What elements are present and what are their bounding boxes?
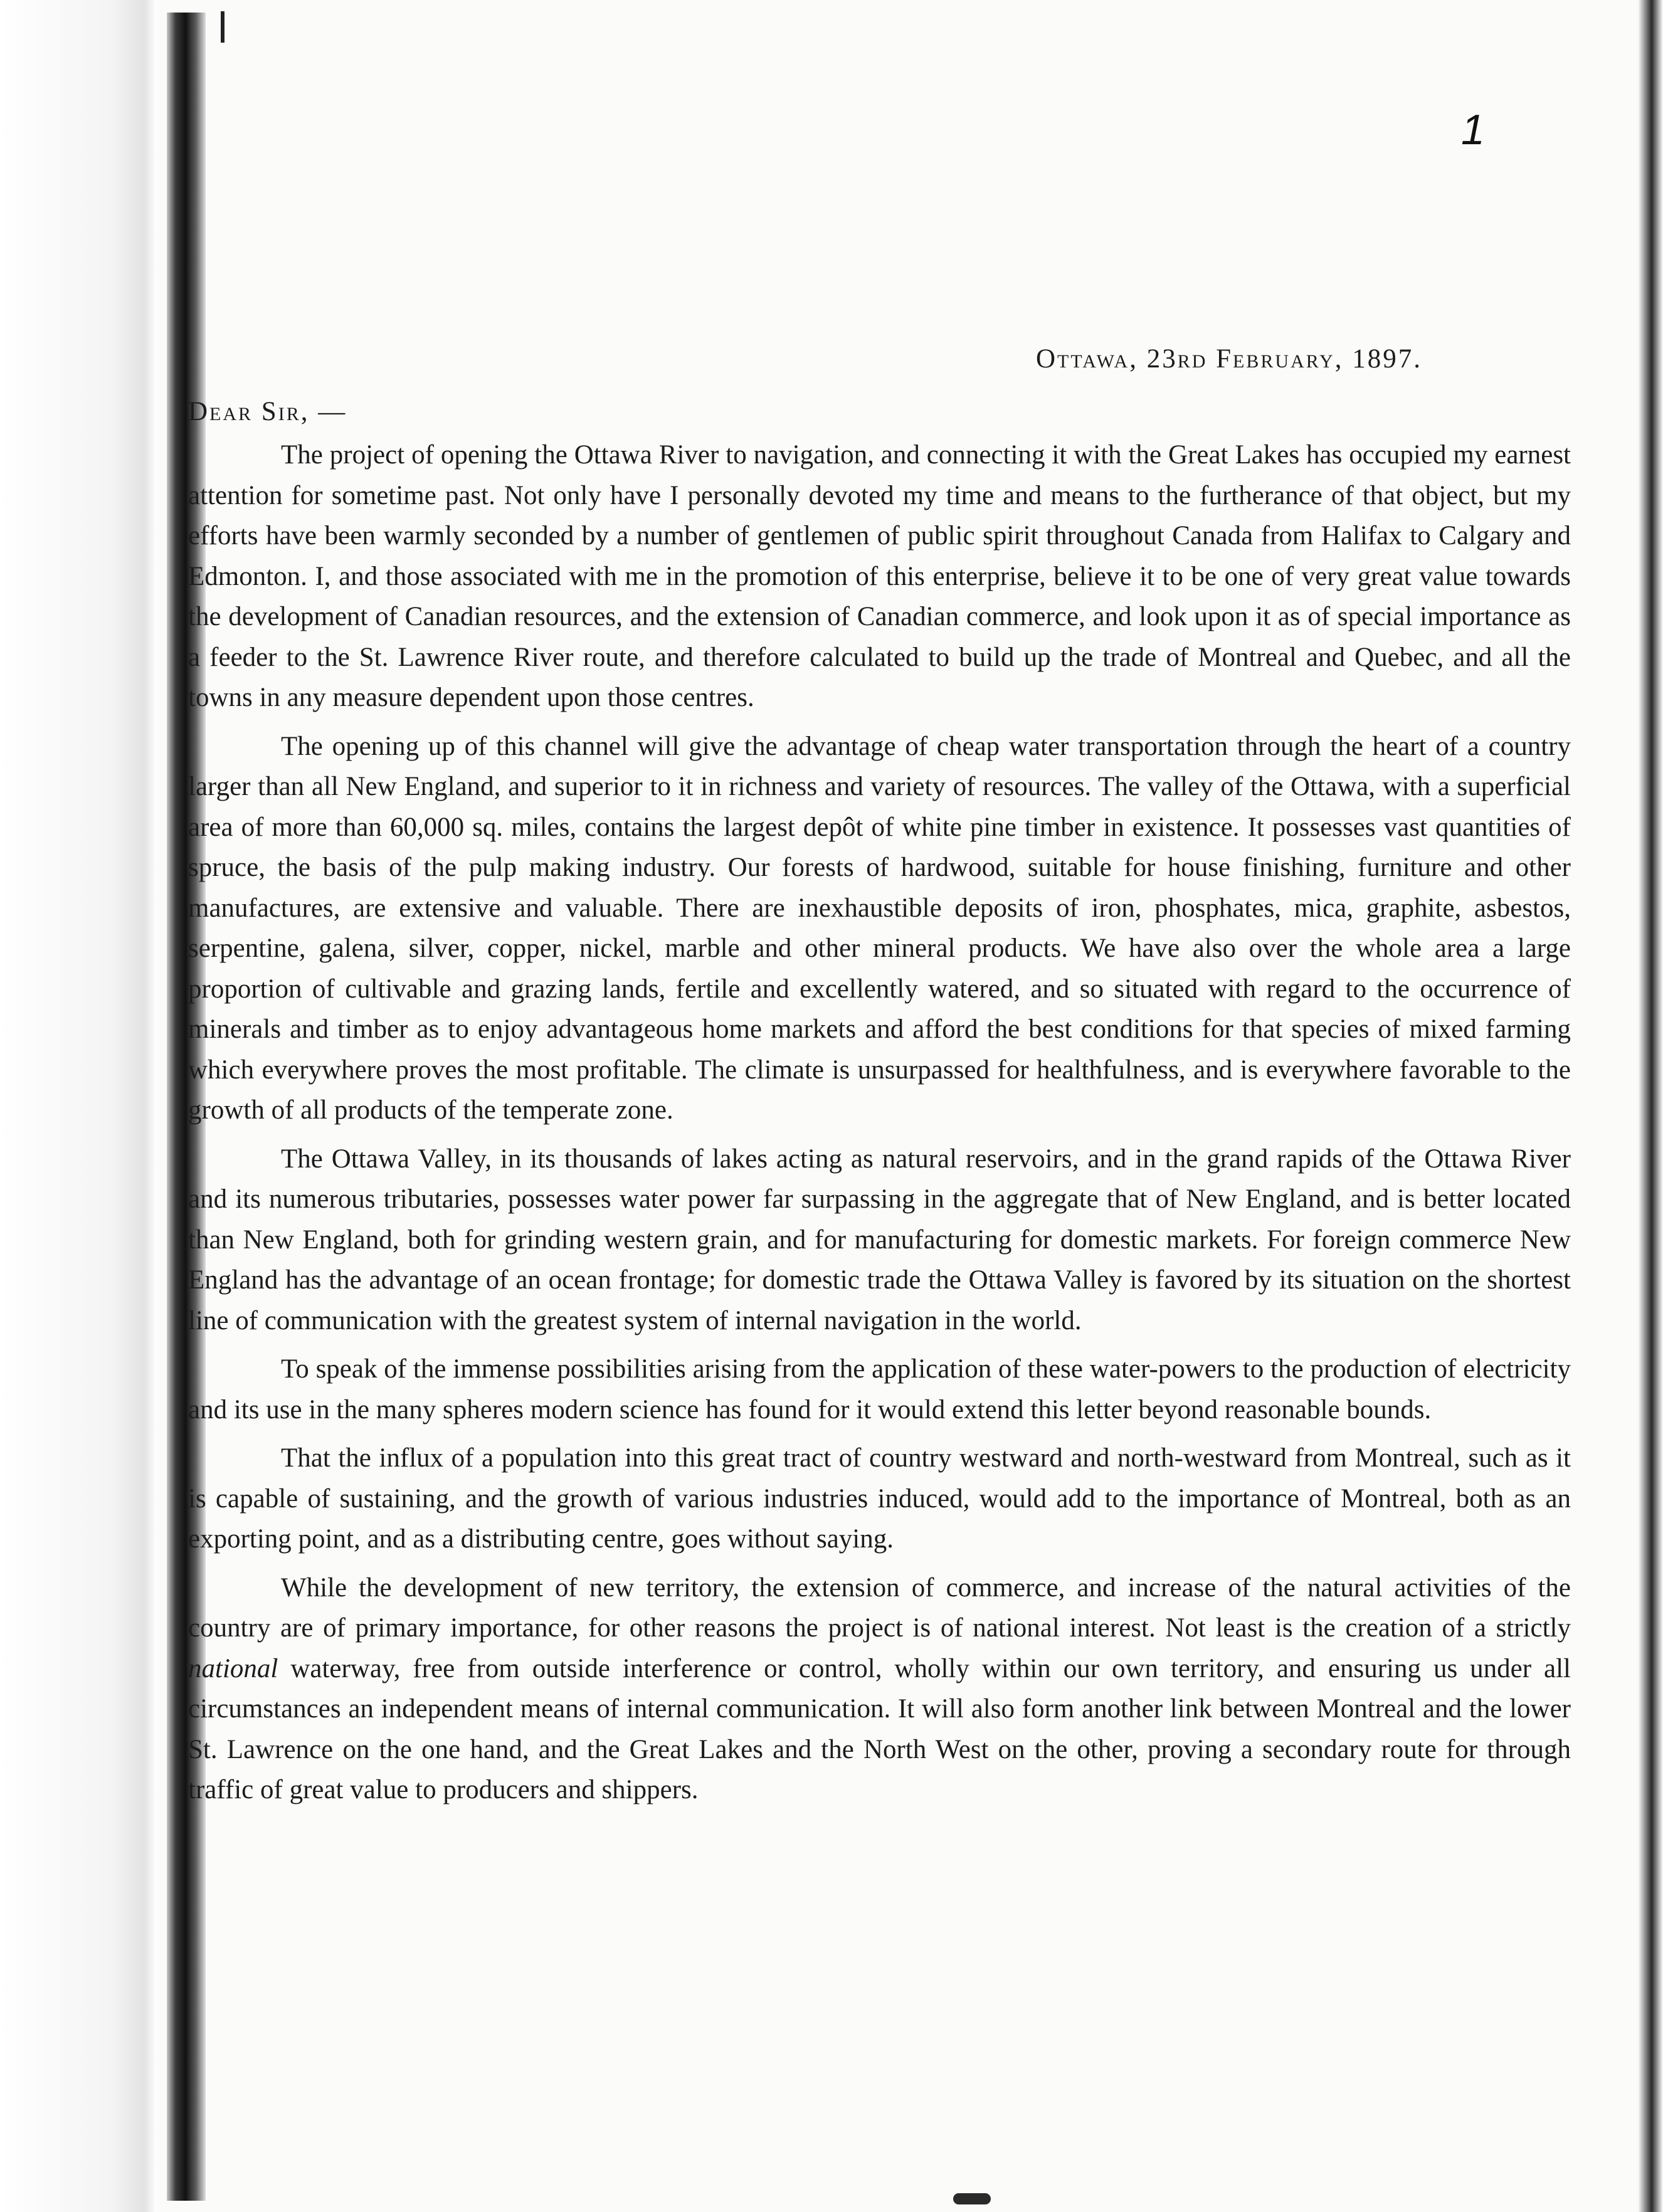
- paragraph-6-text-start: While the development of new territory, the extension of commerce, and increase of the natural activities of the country are of primary importance, for other reasons the project is of national interest. Not least is the creation of a strictly: [188, 1572, 1571, 1643]
- paragraph-5: That the influx of a population into this great tract of country westward and north-westward from Montreal, such as it is capable of sustaining, and the growth of various industries induced, would add to the importance of Montreal, both as an exporting point, and as a distributing centre, goes without saying.: [188, 1443, 1571, 1554]
- paragraph-6-text-end: waterway, free from outside interference or control, wholly within our own territory, and ensuring us under all circumstances an independent means of internal communication. It will also form another link between Montreal and the lower St. Lawrence on the one hand, and the Great Lakes and the North West on the other, proving a secondary route for through traffic of great value to producers and shippers.: [188, 1653, 1571, 1804]
- scan-bottom-mark: [953, 2193, 991, 2204]
- letter-salutation: Dear Sir, —: [188, 397, 347, 426]
- letter-body: [188, 435, 1571, 1811]
- scan-mark: [221, 11, 224, 43]
- letter-dateline: Ottawa, 23rd February, 1897.: [1036, 344, 1423, 374]
- emphasized-word: national: [188, 1653, 278, 1683]
- paragraph-3: The Ottawa Valley, in its thousands of lakes acting as natural reservoirs, and in the grand rapids of the Ottawa River and its numerous tributaries, possesses water power far surpassing in the aggregate that of New England, and is better located than New England, both for grinding western grain, and for manufacturing for domestic markets. For foreign commerce New England has the advantage of an ocean frontage; for domestic trade the Ottawa Valley is favored by its situation on the shortest line of communication with the greatest system of internal navigation in the world.: [188, 1144, 1571, 1335]
- scan-right-edge: [1638, 0, 1663, 2212]
- paragraph-2: The opening up of this channel will give the advantage of cheap water transportation through the heart of a country larger than all New England, and superior to it in richness and variety of resources. The valley of the Ottawa, with a superficial area of more than 60,000 sq. miles, contains the largest depôt of white pine timber in existence. It possesses vast quantities of spruce, the basis of the pulp making industry. Our forests of hardwood, suitable for house finishing, furniture and other manufactures, are extensive and valuable. There are inexhaustible deposits of iron, phosphates, mica, graphite, asbestos, serpentine, galena, silver, copper, nickel, marble and other mineral products. We have also over the whole area a large proportion of cultivable and grazing lands, fertile and excellently watered, and so situated with regard to the occurrence of minerals and timber as to enjoy advantageous home markets and afford the best conditions for that species of mixed farming which everywhere proves the most profitable. The climate is unsurpassed for healthfulness, and is everywhere favorable to the growth of all products of the temperate zone.: [188, 731, 1571, 1125]
- paragraph-6: [188, 1568, 1571, 1811]
- scan-left-margin: [0, 0, 157, 2212]
- page-number: 1: [1461, 106, 1485, 154]
- paragraph-4: To speak of the immense possibilities arising from the application of these water-powers to the production of electricity and its use in the many spheres modern science has found for it would extend this letter beyond reasonable bounds.: [188, 1354, 1571, 1425]
- paragraph-1: The project of opening the Ottawa River to navigation, and connecting it with the Great Lakes has occupied my earnest attention for sometime past. Not only have I personally devoted my time and means to the furtherance of that object, but my efforts have been warmly seconded by a number of gentlemen of public spirit throughout Canada from Halifax to Calgary and Edmonton. I, and those associated with me in the promotion of this enterprise, believe it to be one of very great value towards the development of Canadian resources, and the extension of Canadian commerce, and look upon it as of special importance as a feeder to the St. Lawrence River route, and therefore calculated to build up the trade of Montreal and Quebec, and all the towns in any measure dependent upon those centres.: [188, 440, 1571, 712]
